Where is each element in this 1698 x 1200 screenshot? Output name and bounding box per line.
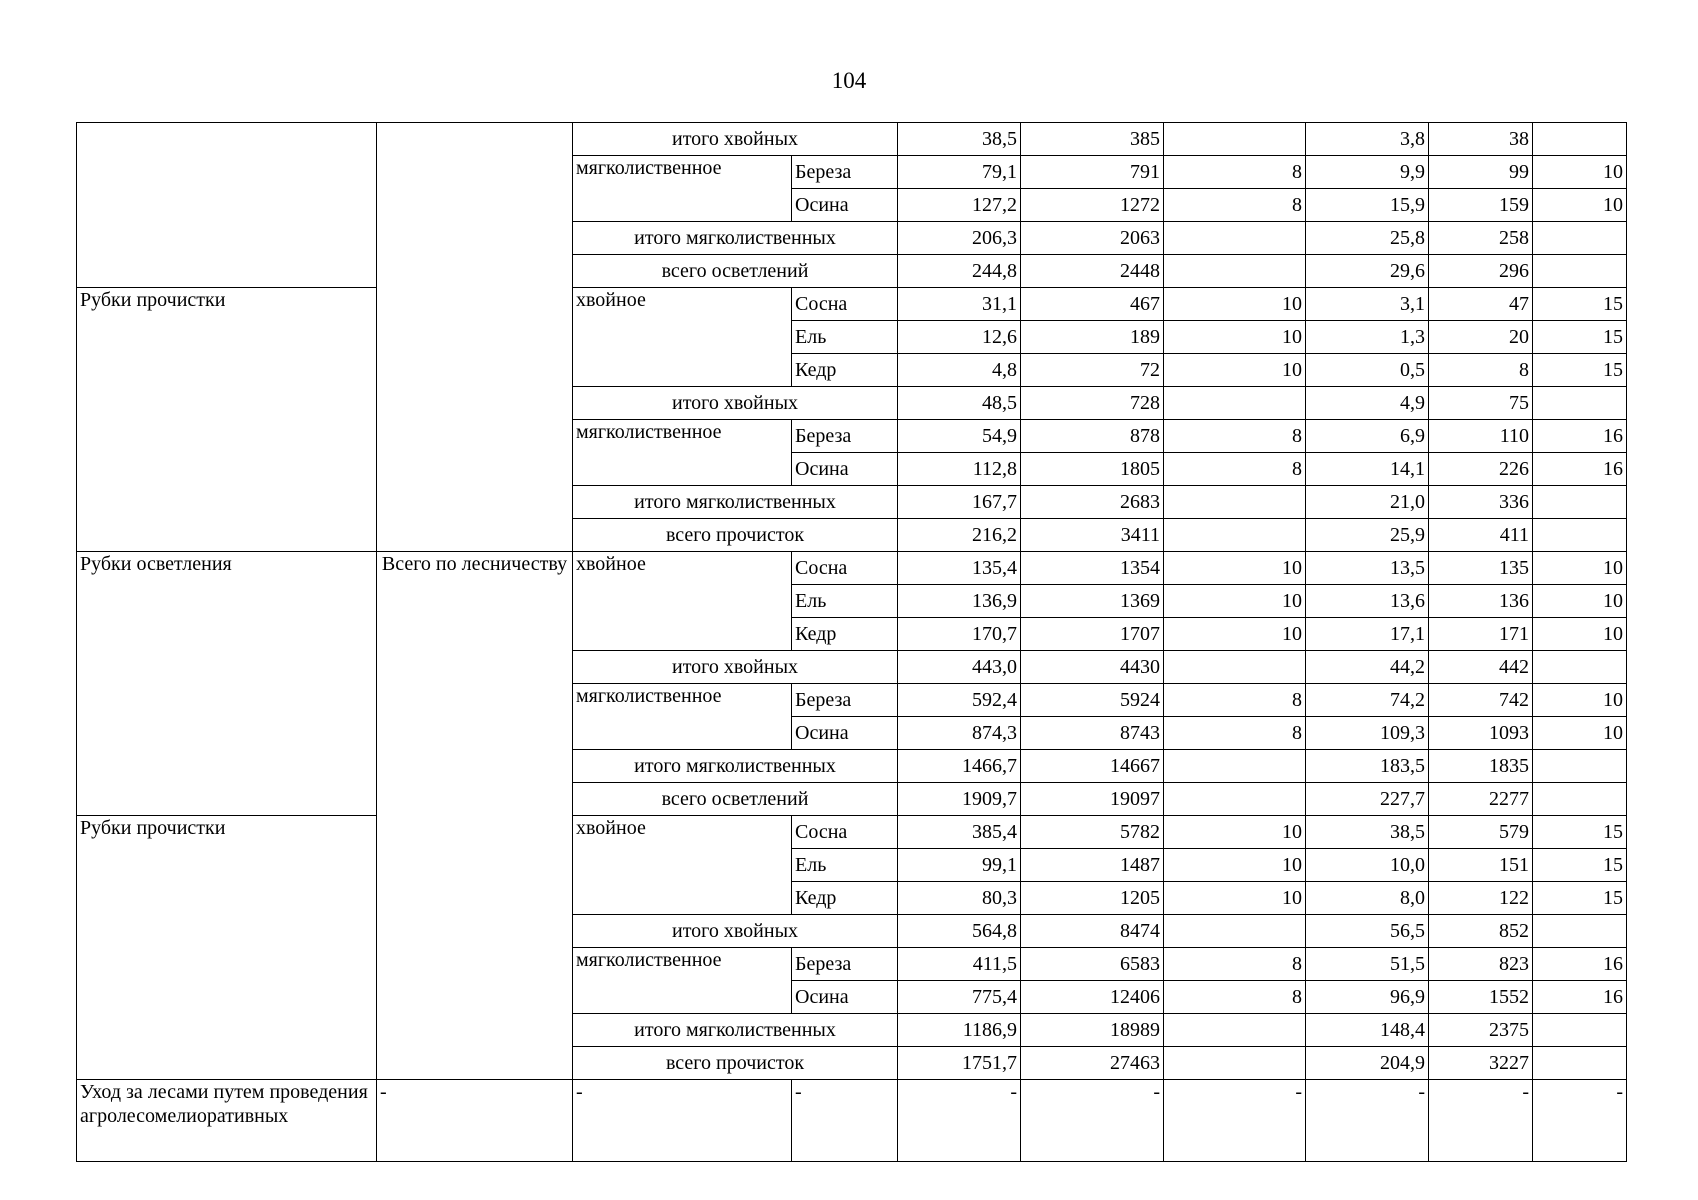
total-label: всего осветлений (573, 255, 898, 288)
subtotal-label: итого мягколиственных (573, 222, 898, 255)
value-cell: 47 (1429, 288, 1533, 321)
value-cell: 775,4 (898, 981, 1021, 1014)
value-cell: 44,2 (1306, 651, 1429, 684)
group-label: хвойное (573, 816, 792, 915)
value-cell: 791 (1021, 156, 1164, 189)
value-cell: 8 (1429, 354, 1533, 387)
value-cell: 742 (1429, 684, 1533, 717)
value-cell: 411 (1429, 519, 1533, 552)
value-cell: 10 (1164, 882, 1306, 915)
value-cell: 443,0 (898, 651, 1021, 684)
value-cell (1164, 519, 1306, 552)
value-cell: 170,7 (898, 618, 1021, 651)
value-cell (1533, 750, 1627, 783)
value-cell: 336 (1429, 486, 1533, 519)
value-cell: 8 (1164, 981, 1306, 1014)
value-cell: 171 (1429, 618, 1533, 651)
value-cell: 728 (1021, 387, 1164, 420)
value-cell: 8 (1164, 684, 1306, 717)
value-cell: 1186,9 (898, 1014, 1021, 1047)
value-cell: 823 (1429, 948, 1533, 981)
value-cell: 564,8 (898, 915, 1021, 948)
value-cell: 99,1 (898, 849, 1021, 882)
value-cell: 10 (1164, 552, 1306, 585)
value-cell (1164, 1047, 1306, 1080)
value-cell: 1835 (1429, 750, 1533, 783)
value-cell (1533, 1047, 1627, 1080)
value-cell: 3411 (1021, 519, 1164, 552)
value-cell: 10 (1533, 552, 1627, 585)
species-label: Сосна (792, 816, 898, 849)
value-cell: 135,4 (898, 552, 1021, 585)
group-label: хвойное (573, 288, 792, 387)
section-label: Рубки прочистки (77, 816, 377, 1080)
value-cell: 99 (1429, 156, 1533, 189)
value-cell: 38,5 (1306, 816, 1429, 849)
value-cell: 136 (1429, 585, 1533, 618)
section-label: Уход за лесами путем проведения агролесомелиоративных (77, 1080, 377, 1162)
forestry-cell-continued (377, 123, 573, 552)
subtotal-label: итого хвойных (573, 123, 898, 156)
value-cell: 8 (1164, 948, 1306, 981)
forestry-label: - (377, 1080, 573, 1162)
value-cell: 127,2 (898, 189, 1021, 222)
value-cell: 442 (1429, 651, 1533, 684)
species-label: Ель (792, 849, 898, 882)
value-cell: - (1306, 1080, 1429, 1162)
value-cell: 38 (1429, 123, 1533, 156)
value-cell: 8 (1164, 453, 1306, 486)
value-cell: 3227 (1429, 1047, 1533, 1080)
section-label: Рубки осветления (77, 552, 377, 816)
value-cell: 1805 (1021, 453, 1164, 486)
value-cell: 8 (1164, 420, 1306, 453)
value-cell: 6,9 (1306, 420, 1429, 453)
value-cell: 16 (1533, 981, 1627, 1014)
value-cell: 15,9 (1306, 189, 1429, 222)
value-cell: 38,5 (898, 123, 1021, 156)
value-cell: 183,5 (1306, 750, 1429, 783)
group-label: - (573, 1080, 792, 1162)
value-cell: 110 (1429, 420, 1533, 453)
value-cell (1533, 1014, 1627, 1047)
value-cell: - (1533, 1080, 1627, 1162)
species-label: Береза (792, 684, 898, 717)
value-cell: 80,3 (898, 882, 1021, 915)
species-label: Сосна (792, 288, 898, 321)
value-cell: 31,1 (898, 288, 1021, 321)
species-label: Осина (792, 453, 898, 486)
value-cell (1164, 651, 1306, 684)
value-cell: 96,9 (1306, 981, 1429, 1014)
value-cell: 244,8 (898, 255, 1021, 288)
value-cell: 1369 (1021, 585, 1164, 618)
value-cell: 189 (1021, 321, 1164, 354)
value-cell: 15 (1533, 354, 1627, 387)
value-cell: 15 (1533, 321, 1627, 354)
value-cell: 54,9 (898, 420, 1021, 453)
value-cell: 874,3 (898, 717, 1021, 750)
value-cell: 20 (1429, 321, 1533, 354)
subtotal-label: итого хвойных (573, 915, 898, 948)
total-label: всего осветлений (573, 783, 898, 816)
forest-care-table (76, 122, 1627, 1162)
value-cell: 579 (1429, 816, 1533, 849)
value-cell: 8 (1164, 189, 1306, 222)
value-cell: 1,3 (1306, 321, 1429, 354)
value-cell (1533, 783, 1627, 816)
value-cell: 226 (1429, 453, 1533, 486)
value-cell: 74,2 (1306, 684, 1429, 717)
value-cell: 1205 (1021, 882, 1164, 915)
value-cell: 10 (1533, 156, 1627, 189)
value-cell (1533, 123, 1627, 156)
value-cell: 1751,7 (898, 1047, 1021, 1080)
value-cell: 4430 (1021, 651, 1164, 684)
value-cell: 5782 (1021, 816, 1164, 849)
value-cell: 12406 (1021, 981, 1164, 1014)
value-cell: 8474 (1021, 915, 1164, 948)
value-cell: 0,5 (1306, 354, 1429, 387)
value-cell: 6583 (1021, 948, 1164, 981)
value-cell: 4,9 (1306, 387, 1429, 420)
value-cell: 1487 (1021, 849, 1164, 882)
value-cell (1164, 915, 1306, 948)
value-cell (1533, 222, 1627, 255)
species-label: Береза (792, 156, 898, 189)
value-cell (1533, 651, 1627, 684)
value-cell: 10 (1533, 585, 1627, 618)
value-cell: 1272 (1021, 189, 1164, 222)
value-cell: 15 (1533, 849, 1627, 882)
value-cell (1533, 915, 1627, 948)
value-cell: 10 (1533, 618, 1627, 651)
value-cell: 109,3 (1306, 717, 1429, 750)
value-cell: 227,7 (1306, 783, 1429, 816)
value-cell: 151 (1429, 849, 1533, 882)
group-label: мягколиственное (573, 420, 792, 486)
value-cell: 13,5 (1306, 552, 1429, 585)
species-label: Ель (792, 321, 898, 354)
value-cell (1164, 255, 1306, 288)
value-cell: 25,8 (1306, 222, 1429, 255)
value-cell: 159 (1429, 189, 1533, 222)
value-cell: 15 (1533, 288, 1627, 321)
table-row (77, 288, 1627, 321)
value-cell: 16 (1533, 453, 1627, 486)
value-cell: 8,0 (1306, 882, 1429, 915)
species-label: - (792, 1080, 898, 1162)
value-cell: 1466,7 (898, 750, 1021, 783)
value-cell: 56,5 (1306, 915, 1429, 948)
value-cell: 592,4 (898, 684, 1021, 717)
value-cell: 10 (1533, 717, 1627, 750)
species-label: Осина (792, 981, 898, 1014)
group-label: мягколиственное (573, 948, 792, 1014)
group-label: мягколиственное (573, 684, 792, 750)
species-label: Кедр (792, 618, 898, 651)
value-cell: 10 (1533, 684, 1627, 717)
value-cell: 206,3 (898, 222, 1021, 255)
value-cell (1164, 222, 1306, 255)
section-label: Рубки прочистки (77, 288, 377, 552)
value-cell (1533, 486, 1627, 519)
value-cell: 8 (1164, 717, 1306, 750)
value-cell: 10 (1533, 189, 1627, 222)
value-cell: 852 (1429, 915, 1533, 948)
value-cell: 79,1 (898, 156, 1021, 189)
value-cell: 15 (1533, 816, 1627, 849)
value-cell: 8743 (1021, 717, 1164, 750)
value-cell (1164, 783, 1306, 816)
value-cell: 167,7 (898, 486, 1021, 519)
value-cell: 216,2 (898, 519, 1021, 552)
value-cell: 10 (1164, 288, 1306, 321)
value-cell: 3,8 (1306, 123, 1429, 156)
value-cell: 9,9 (1306, 156, 1429, 189)
value-cell: 10 (1164, 321, 1306, 354)
table-row (77, 816, 1627, 849)
value-cell: 16 (1533, 948, 1627, 981)
value-cell (1164, 486, 1306, 519)
species-label: Осина (792, 189, 898, 222)
value-cell: 1909,7 (898, 783, 1021, 816)
species-label: Осина (792, 717, 898, 750)
value-cell: 2683 (1021, 486, 1164, 519)
subtotal-label: итого мягколиственных (573, 750, 898, 783)
value-cell: 10 (1164, 354, 1306, 387)
value-cell: 12,6 (898, 321, 1021, 354)
value-cell: 14,1 (1306, 453, 1429, 486)
group-label: мягколиственное (573, 156, 792, 222)
section-cell-continued (77, 123, 377, 288)
value-cell: 467 (1021, 288, 1164, 321)
value-cell: - (1021, 1080, 1164, 1162)
value-cell: - (1164, 1080, 1306, 1162)
value-cell: 2448 (1021, 255, 1164, 288)
species-label: Береза (792, 948, 898, 981)
value-cell: 136,9 (898, 585, 1021, 618)
value-cell: 1552 (1429, 981, 1533, 1014)
subtotal-label: итого хвойных (573, 651, 898, 684)
value-cell: 878 (1021, 420, 1164, 453)
value-cell: 204,9 (1306, 1047, 1429, 1080)
value-cell: - (898, 1080, 1021, 1162)
value-cell: 48,5 (898, 387, 1021, 420)
value-cell: 16 (1533, 420, 1627, 453)
value-cell: 14667 (1021, 750, 1164, 783)
value-cell: 10 (1164, 618, 1306, 651)
value-cell: 385 (1021, 123, 1164, 156)
forestry-label: Всего по лесничеству (377, 552, 573, 1080)
species-label: Ель (792, 585, 898, 618)
table-row (77, 1080, 1627, 1162)
value-cell: 18989 (1021, 1014, 1164, 1047)
page-number: 104 (831, 68, 867, 93)
value-cell: 1093 (1429, 717, 1533, 750)
value-cell: 5924 (1021, 684, 1164, 717)
value-cell (1164, 387, 1306, 420)
value-cell: 13,6 (1306, 585, 1429, 618)
value-cell: 2375 (1429, 1014, 1533, 1047)
subtotal-label: итого хвойных (573, 387, 898, 420)
value-cell: 2277 (1429, 783, 1533, 816)
value-cell: 4,8 (898, 354, 1021, 387)
value-cell: 3,1 (1306, 288, 1429, 321)
subtotal-label: итого мягколиственных (573, 486, 898, 519)
value-cell: 10,0 (1306, 849, 1429, 882)
group-label: хвойное (573, 552, 792, 651)
value-cell: 10 (1164, 849, 1306, 882)
total-label: всего прочисток (573, 519, 898, 552)
value-cell: 27463 (1021, 1047, 1164, 1080)
value-cell: 15 (1533, 882, 1627, 915)
value-cell: 17,1 (1306, 618, 1429, 651)
species-label: Кедр (792, 354, 898, 387)
species-label: Кедр (792, 882, 898, 915)
value-cell: 1354 (1021, 552, 1164, 585)
value-cell: 258 (1429, 222, 1533, 255)
value-cell: 21,0 (1306, 486, 1429, 519)
value-cell: 148,4 (1306, 1014, 1429, 1047)
value-cell: 51,5 (1306, 948, 1429, 981)
total-label: всего прочисток (573, 1047, 898, 1080)
value-cell: 29,6 (1306, 255, 1429, 288)
value-cell: 10 (1164, 816, 1306, 849)
value-cell: - (1429, 1080, 1533, 1162)
value-cell: 8 (1164, 156, 1306, 189)
value-cell: 135 (1429, 552, 1533, 585)
value-cell (1533, 255, 1627, 288)
value-cell: 72 (1021, 354, 1164, 387)
value-cell: 2063 (1021, 222, 1164, 255)
value-cell: 385,4 (898, 816, 1021, 849)
table-row (77, 552, 1627, 585)
value-cell: 75 (1429, 387, 1533, 420)
value-cell (1533, 519, 1627, 552)
value-cell: 10 (1164, 585, 1306, 618)
value-cell (1164, 750, 1306, 783)
value-cell (1164, 1014, 1306, 1047)
table-row (77, 123, 1627, 156)
species-label: Сосна (792, 552, 898, 585)
species-label: Береза (792, 420, 898, 453)
value-cell: 19097 (1021, 783, 1164, 816)
value-cell: 25,9 (1306, 519, 1429, 552)
value-cell: 411,5 (898, 948, 1021, 981)
value-cell: 122 (1429, 882, 1533, 915)
value-cell (1533, 387, 1627, 420)
value-cell: 296 (1429, 255, 1533, 288)
subtotal-label: итого мягколиственных (573, 1014, 898, 1047)
value-cell (1164, 123, 1306, 156)
value-cell: 112,8 (898, 453, 1021, 486)
value-cell: 1707 (1021, 618, 1164, 651)
